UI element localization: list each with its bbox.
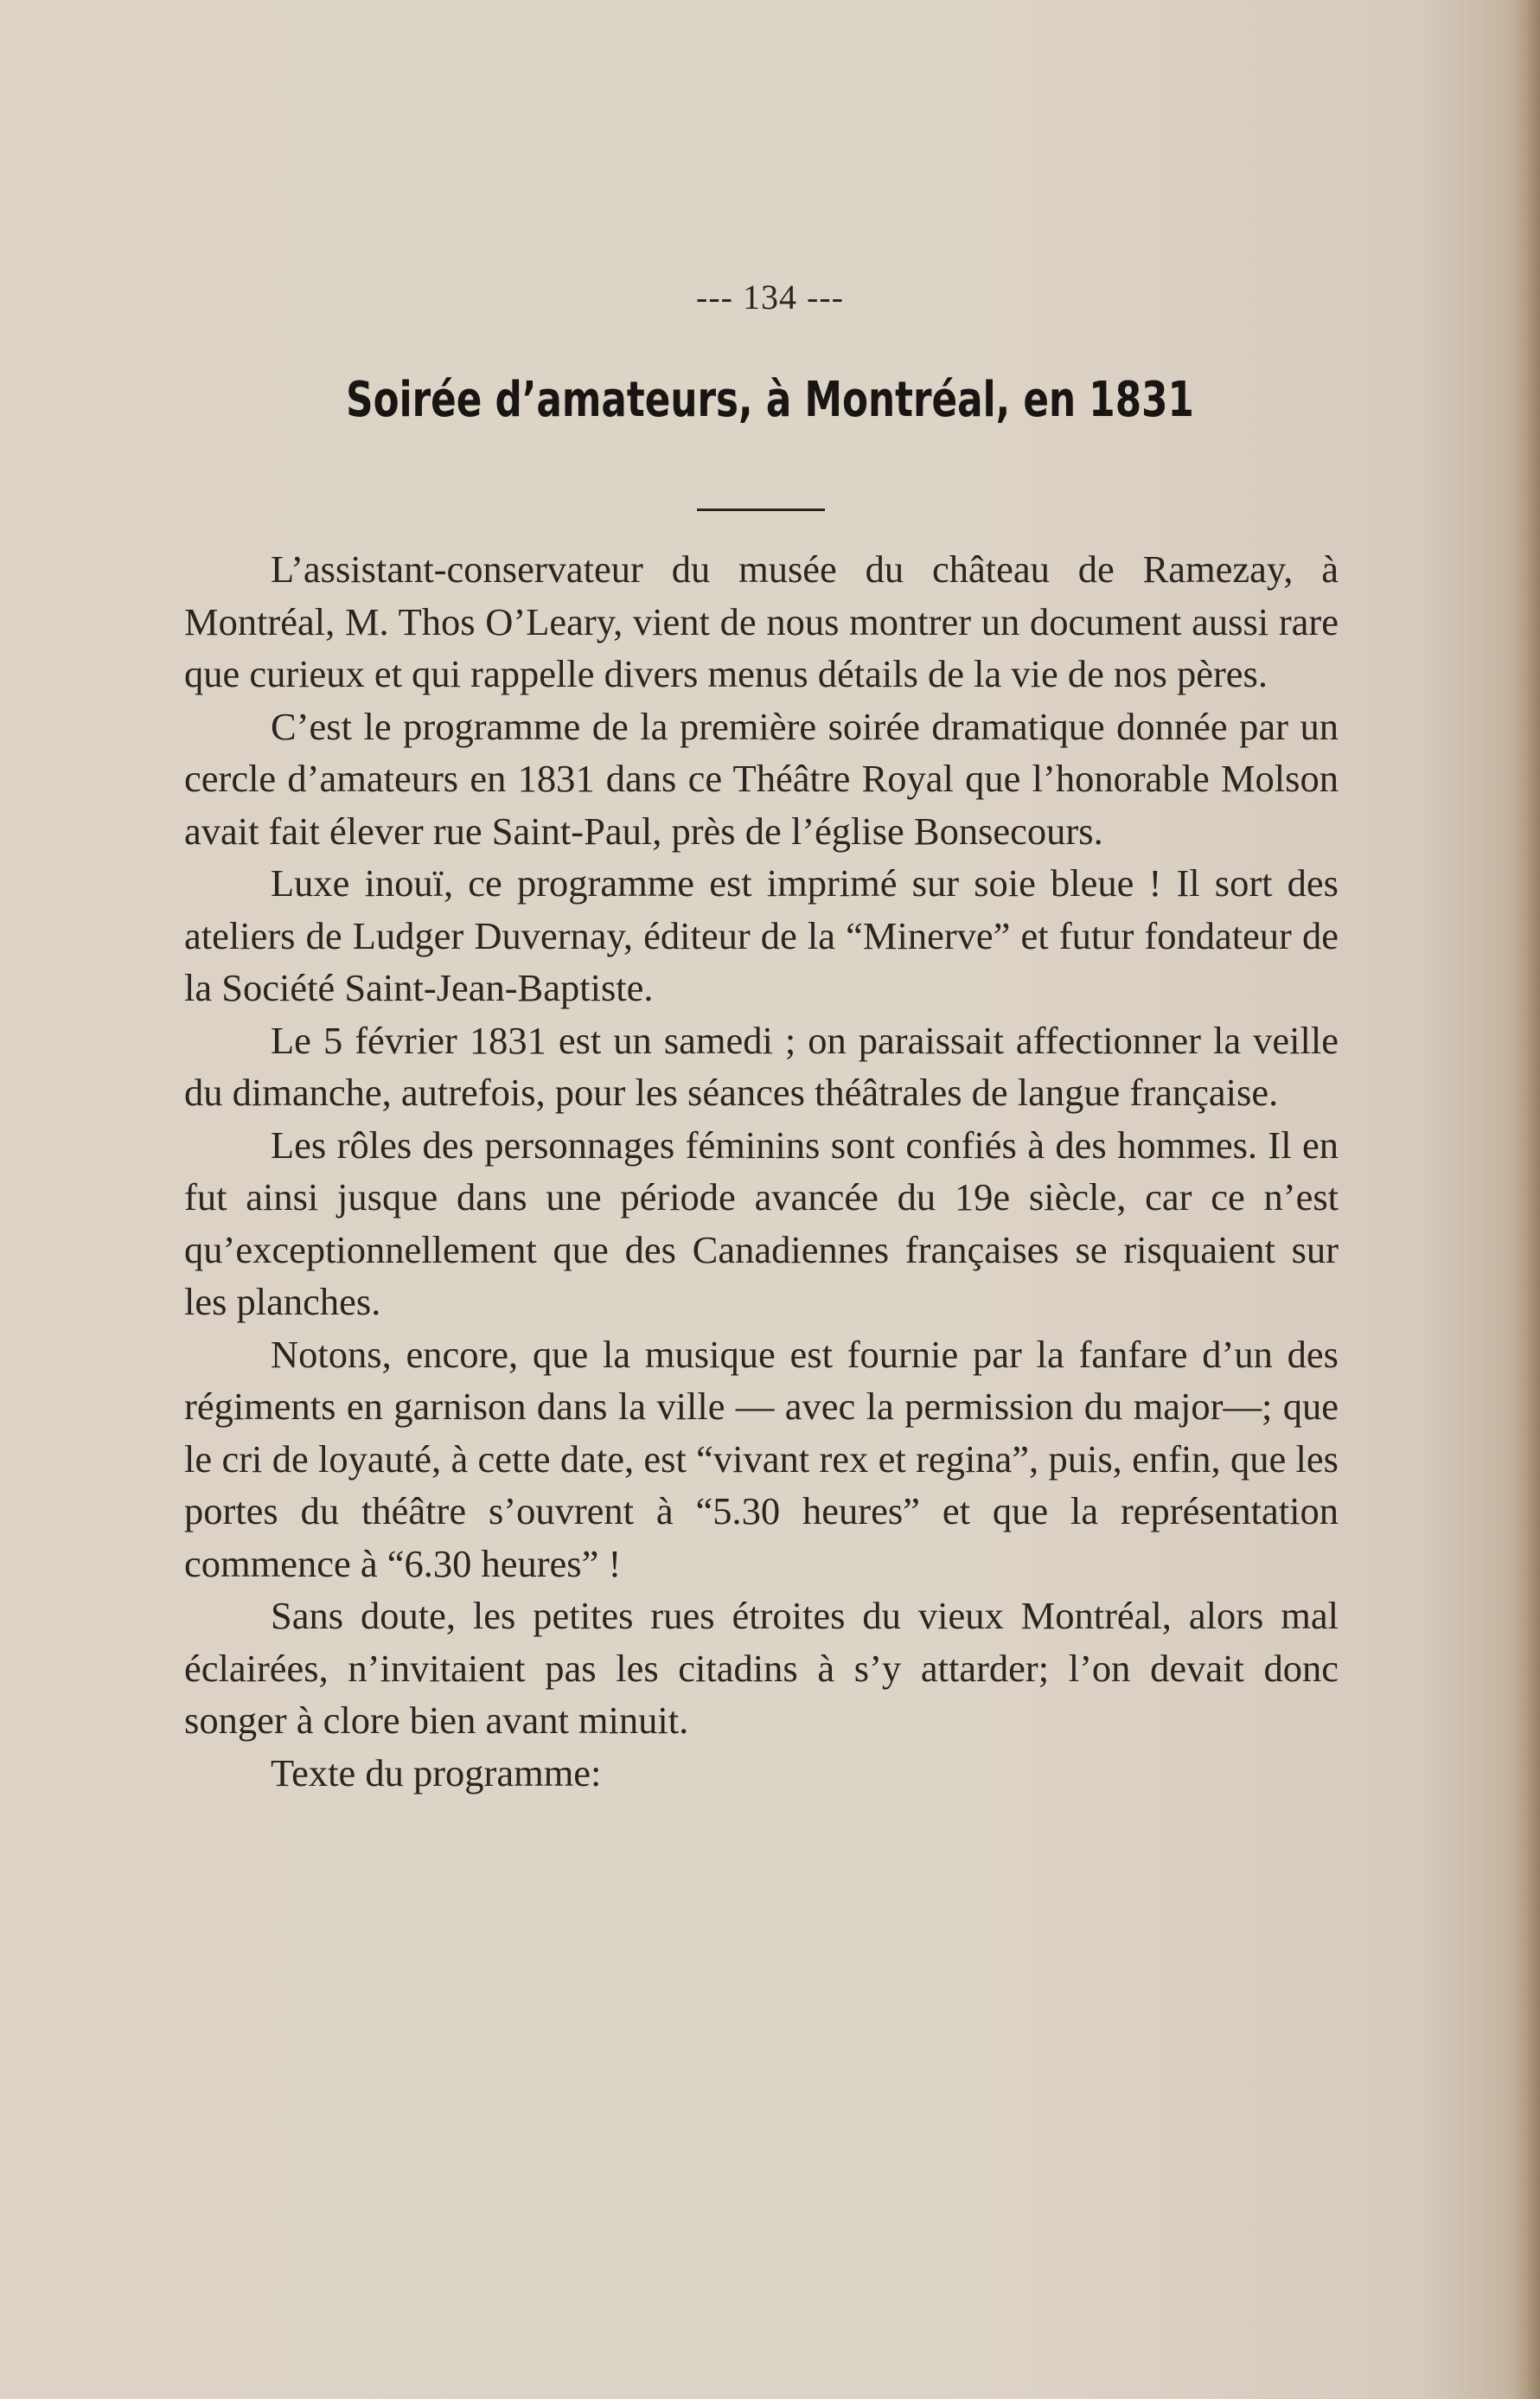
page-number: --- 134 ---	[696, 278, 844, 317]
paragraph-1: L’assistant-conservateur du musée du château de Ramezay, à Montréal, M. Thos O’Leary, vient de nous montrer un document aussi rare que curieux et qui rappelle divers menus détails de la vie de nos pères.	[184, 547, 1339, 695]
paragraph-7: Sans doute, les petites rues étroites du vieux Montréal, alors mal éclairées, n’invitaient pas les citadins à s’y attarder; l’on devait donc songer à clore bien avant minuit.	[184, 1594, 1339, 1742]
article-title: Soirée d’amateurs, à Montréal, en 1831	[346, 372, 1194, 428]
paragraph-5: Les rôles des personnages féminins sont confiés à des hommes. Il en fut ainsi jusque dans une période avancée du 19e siècle, car ce n’est qu’exceptionnellement que des Canadiennes françaises se risquaient sur les planches.	[184, 1123, 1339, 1323]
paragraph-4: Le 5 février 1831 est un samedi ; on paraissait affectionner la veille du dimanche, autrefois, pour les séances théâtrales de langue française.	[184, 1018, 1339, 1114]
page-edge-shadow	[1514, 0, 1540, 2399]
paragraph-6: Notons, encore, que la musique est fournie par la fanfare d’un des régiments en garnison dans la ville — avec la permission du major—; que le cri de loyauté, à cette date, est “vivant rex et regina”, puis, enfin, que les portes du théâtre s’ouvrent à “5.30 heures” et que la représentation commence à “6.30 heures” !	[184, 1332, 1339, 1585]
paragraph-8: Texte du programme:	[271, 1750, 602, 1794]
article-body	[184, 543, 1339, 1799]
title-divider	[697, 509, 825, 511]
paragraph-2: C’est le programme de la première soirée dramatique donnée par un cercle d’amateurs en 1831 dans ce Théâtre Royal que l’honorable Molson avait fait élever rue Saint-Paul, près de l’église Bonsecours.	[184, 704, 1339, 853]
paragraph-3: Luxe inouï, ce programme est imprimé sur soie bleue ! Il sort des ateliers de Ludger Duvernay, éditeur de la “Minerve” et futur fondateur de la Société Saint-Jean-Baptiste.	[184, 861, 1339, 1009]
